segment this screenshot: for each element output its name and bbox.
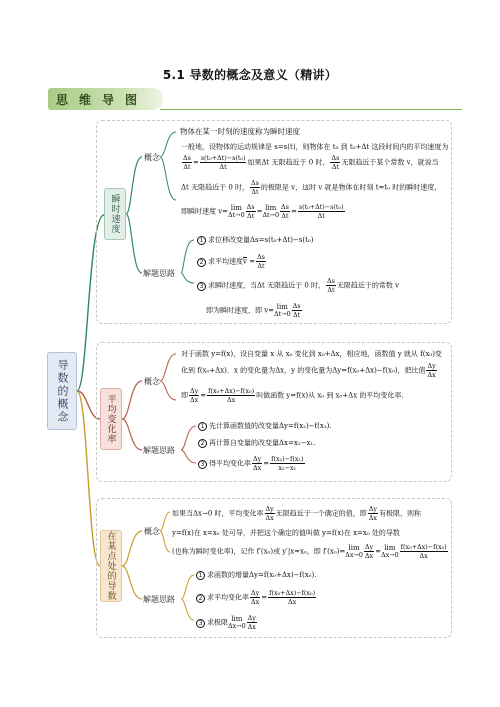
branch-derivative-at-point: 在某点处的导数 — [100, 530, 122, 602]
branch-instant-velocity: 瞬时速度 — [104, 188, 126, 240]
definition-line: 一般地，设物体的运动规律是 s=s(t)，则物体在 t₀ 到 t₀+Δt 这段时间内的平均速度为 — [181, 143, 449, 151]
limit: lim Δt→0 — [262, 203, 280, 219]
step-3-result: 即为瞬时速度，即 v= lim Δt→0 $\frac{\Delta s}{\Delta t}$ — [206, 302, 301, 319]
concept-heading: 物体在某一时刻的速度称为瞬时速度 — [180, 127, 300, 136]
limit: lim Δx→0 — [345, 543, 363, 559]
fraction: $\frac{\Delta s}{\Delta t}$ — [251, 179, 259, 196]
step-3: 3 求瞬时速度，当Δt 无限趋近于 0 时， $\frac{\Delta s}{\Delta t}$ 无限趋近于的常数 v — [197, 277, 399, 294]
concept-label: 概念 — [144, 377, 160, 386]
formula-line: 即瞬时速度 v= lim Δt→0 $\frac{\Delta s}{\Delta t}$ = lim Δt→0 $\frac{\Delta s}{\Delta t}$ = $\frac{\text{s(t₀+Δt)−s(t₀)}}{\Delta t}$ — [181, 203, 344, 220]
fraction: $\frac{\Delta y}{\Delta x}$ — [265, 505, 274, 522]
step-2: 2 再计算自变量的改变量Δx=x₂−x₁. — [198, 438, 315, 448]
fraction: $\frac{\Delta s}{\Delta t}$ — [281, 203, 289, 220]
limit: lim Δt→0 — [274, 302, 291, 318]
definition-line: 即 $\frac{\Delta y}{\Delta x}$ = $\frac{\text{f(x₀+Δx)−f(x₀)}}{\Delta x}$ 叫做函数 y=f(x)从 x₀ 到 x₀+Δx 的平均变化率. — [181, 387, 404, 404]
banner-text: 思维导图 — [56, 93, 149, 107]
fraction: $\frac{\Delta s}{\Delta t}$ — [257, 253, 265, 270]
step-1: 1 先计算函数值的改变量Δy=f(x₂)−f(x₁). — [198, 421, 332, 431]
definition-line: y=f(x)在 x=x₀ 处可导，并把这个确定的值叫做 y=f(x)在 x=x₀ 处的导数 — [172, 529, 400, 537]
fraction: $\frac{\text{s(t₀+Δt)−s(t₀)}}{\Delta t}$ — [298, 203, 344, 220]
method-label: 解题思路 — [143, 595, 175, 604]
step-3: 3 得平均变化率 $\frac{\Delta y}{\Delta x}$ = $\frac{\text{f(x₂)−f(x₁)}}{\text{x₂−x₁}}$ — [198, 455, 306, 472]
step-3: 3 求极限 lim Δx→0 $\frac{\Delta y}{\Delta x}$ — [196, 614, 258, 631]
fraction: $\frac{\Delta y}{\Delta x}$ — [251, 589, 260, 606]
limit: lim Δx→0 — [381, 543, 399, 559]
fraction: $\frac{\Delta y}{\Delta x}$ — [364, 543, 374, 560]
definition-line: Δt 无限趋近于 0 时， $\frac{\Delta s}{\Delta t}$ 的极限是 v，这时 v 就是物体在时刻 t=t₀ 时的瞬时速度， — [181, 179, 442, 196]
definition-line: 化到 f(x₀+Δx)．x 的变化量为Δx，y 的变化量为Δy=f(x₀+Δx)−f(x₀)，把比值 $\frac{\Delta y}{\Delta x}$ — [181, 362, 436, 379]
fraction: $\frac{\Delta y}{\Delta x}$ — [368, 505, 378, 522]
concept-label: 概念 — [144, 527, 160, 536]
step-1: 1 求函数的增量Δy=f(x₀+Δx)−f(x₀). — [196, 570, 316, 580]
step-1: 1 求位移改变量Δs=s(t₀+Δt)−s(t₀) — [197, 235, 313, 245]
definition-line: 对于函数 y=f(x)，设自变量 x 从 x₀ 变化到 x₀+Δx，相应地，函数值 y 就从 f(x₀)变 — [181, 350, 442, 358]
fraction: $\frac{\text{f(x₂)−f(x₁)}}{\text{x₂−x₁}}$ — [271, 455, 304, 472]
fraction: $\frac{\text{f(x₀+Δx)−f(x₀)}}{\Delta x}$ — [208, 387, 255, 404]
fraction: $\frac{\Delta y}{\Delta x}$ — [253, 455, 262, 472]
branch-average-rate: 平均变化率 — [100, 388, 122, 450]
fraction: $\frac{\Delta s}{\Delta t}$ — [331, 154, 340, 171]
fraction: $\frac{\Delta y}{\Delta x}$ — [247, 614, 256, 631]
method-label: 解题思路 — [143, 446, 175, 455]
step-2: 2 求平均速度$\overline{v}$ = $\frac{\Delta s}{\Delta t}$ — [197, 253, 267, 270]
fraction: $\frac{\Delta s}{\Delta t}$ — [292, 302, 301, 319]
step-2: 2 求平均变化率 $\frac{\Delta y}{\Delta x}$ = $\frac{\text{f(x₀+Δx)−f(x₀)}}{\Delta x}$ — [196, 589, 317, 606]
definition-line: 如果当Δx→0 时，平均变化率 $\frac{\Delta y}{\Delta x}$ 无限趋近于一个确定的值，即 $\frac{\Delta y}{\Delta x}$ 有极限，则称 — [172, 505, 422, 522]
fraction: $\frac{\text{f(x₀+Δx)−f(x₀)}}{\Delta x}$ — [269, 589, 316, 606]
fraction: $\frac{\Delta s}{\Delta t}$ — [327, 277, 335, 294]
fraction: $\frac{\Delta s}{\Delta t}$ — [183, 154, 191, 171]
fraction: $\frac{\Delta y}{\Delta x}$ — [427, 362, 436, 379]
fraction: $\frac{\text{s(t₀+Δt)−s(t₀)}}{\Delta t}$ — [200, 154, 246, 171]
limit: lim Δt→0 — [228, 203, 245, 219]
limit: lim Δx→0 — [228, 614, 246, 630]
page-title: 5.1 导数的概念及意义（精讲） — [162, 68, 338, 82]
fraction: $\frac{\text{f(x₀+Δx)−f(x₀)}}{\Delta x}$ — [400, 543, 447, 560]
method-label: 解题思路 — [143, 269, 175, 278]
root-node: 导数的概念 — [47, 352, 77, 430]
fraction: $\frac{\Delta s}{\Delta t}$ — [246, 203, 255, 220]
concept-label: 概念 — [144, 153, 160, 162]
definition-line: $\frac{\Delta s}{\Delta t}$ = $\frac{\text{s(t₀+Δt)−s(t₀)}}{\Delta t}$ 如果Δt 无限趋近于 0 时， $\frac{\Delta s}{\Delta t}$ 无限趋近于某个常数 v，就说当 — [183, 154, 439, 171]
fraction: $\frac{\Delta y}{\Delta x}$ — [190, 387, 199, 404]
formula-line: (也称为瞬时变化率)，记作 f′(x₀)或 y′|x=x₀，即 f′(x₀)= lim Δx→0 $\frac{\Delta y}{\Delta x}$ = lim Δx→0 $\frac{\text{f(x₀+Δx)−f(x₀)}}{\Delta x}$ — [172, 543, 447, 560]
